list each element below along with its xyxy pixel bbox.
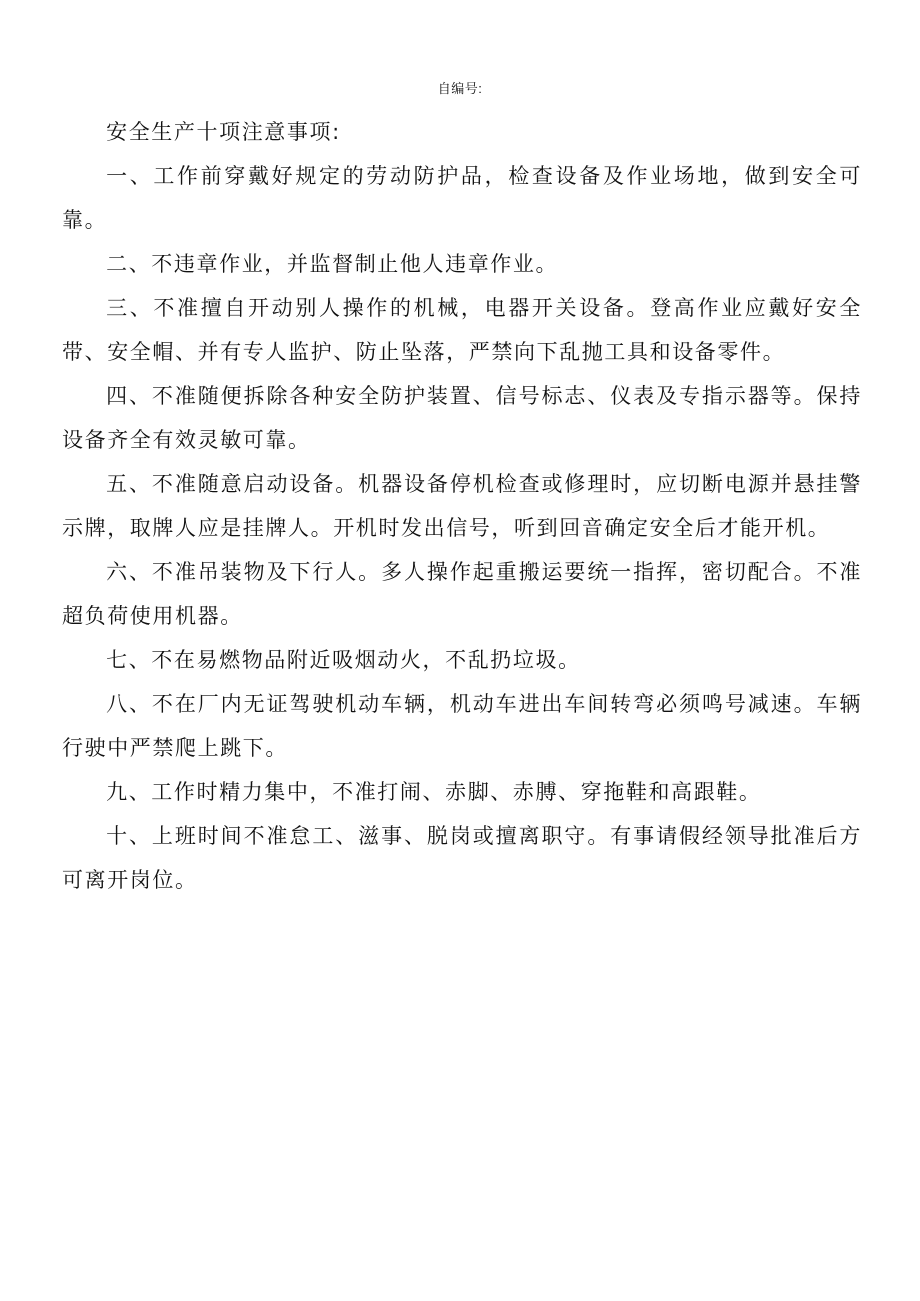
rule-item-10: 十、上班时间不准怠工、滋事、脱岗或擅离职守。有事请假经领导批准后方可离开岗位。	[62, 824, 862, 892]
rule-item-5: 五、不准随意启动设备。机器设备停机检查或修理时，应切断电源并悬挂警示牌，取牌人应是挂牌人。开机时发出信号，听到回音确定安全后才能开机。	[62, 472, 862, 540]
rule-item-7: 七、不在易燃物品附近吸烟动火，不乱扔垃圾。	[106, 648, 581, 672]
rule-item-8: 八、不在厂内无证驾驶机动车辆，机动车进出车间转弯必须鸣号减速。车辆行驶中严禁爬上跳下。	[62, 692, 862, 760]
document-body	[62, 110, 862, 902]
document-title: 安全生产十项注意事项:	[106, 120, 341, 144]
rule-item-4: 四、不准随便拆除各种安全防护装置、信号标志、仪表及专指示器等。保持设备齐全有效灵敏可靠。	[62, 384, 862, 452]
rule-item-2: 二、不违章作业，并监督制止他人违章作业。	[106, 252, 559, 276]
document-code-label: 自编号:	[437, 81, 483, 96]
rule-item-9: 九、工作时精力集中，不准打闹、赤脚、赤膊、穿拖鞋和高跟鞋。	[106, 780, 762, 804]
rule-item-1: 一、工作前穿戴好规定的劳动防护品，检查设备及作业场地，做到安全可靠。	[62, 164, 862, 232]
rule-item-3: 三、不准擅自开动别人操作的机械，电器开关设备。登高作业应戴好安全带、安全帽、并有专人监护、防止坠落，严禁向下乱抛工具和设备零件。	[62, 296, 862, 364]
rule-item-6: 六、不准吊装物及下行人。多人操作起重搬运要统一指挥，密切配合。不准超负荷使用机器。	[62, 560, 862, 628]
